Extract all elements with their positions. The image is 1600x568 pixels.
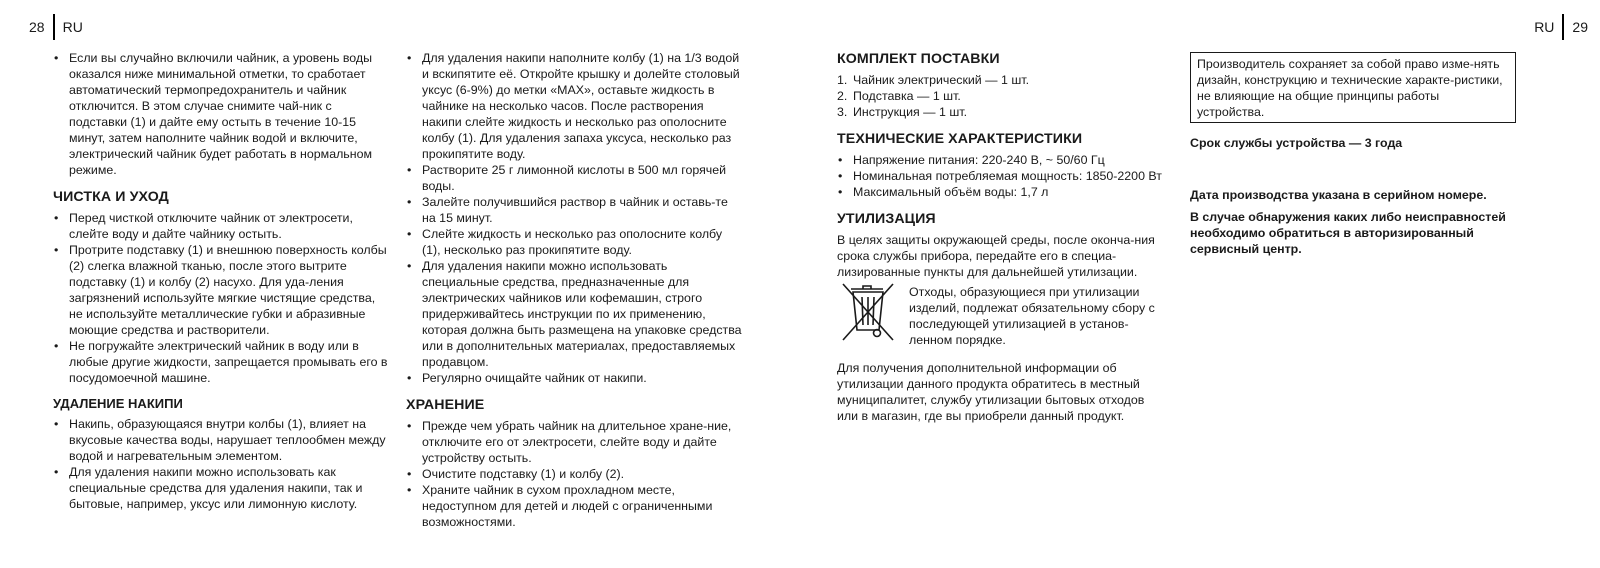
item-number: 3. — [837, 105, 848, 119]
item-number: 1. — [837, 73, 848, 87]
service-center-note: В случае обнаружения каких либо неисправностей необходимо обратиться в авторизированный сервисный центр. — [1190, 210, 1506, 256]
header-divider — [53, 14, 55, 40]
column-1 — [53, 50, 389, 512]
list-item: • Слейте жидкость и несколько раз ополосните колбу (1), несколько раз прокипятите воду. — [406, 226, 742, 258]
kit-list — [837, 72, 1167, 120]
list-item — [837, 104, 1167, 120]
column-4 — [1190, 50, 1540, 257]
storage-list — [406, 418, 742, 530]
list-item: • Накипь, образующаяся внутри колбы (1), влияет на вкусовые качества воды, нарушает теплообмен между водой и нагревательным элементом. — [53, 416, 389, 464]
list-item: • Очистите подставку (1) и колбу (2). — [406, 466, 742, 482]
cleaning-list — [53, 210, 389, 386]
list-item: • Храните чайник в сухом прохладном месте, недоступном для детей и людей с ограниченными возможностями. — [406, 482, 742, 530]
header-divider — [1562, 14, 1564, 40]
cleaning-heading: ЧИСТКА И УХОД — [53, 189, 169, 205]
storage-heading: ХРАНЕНИЕ — [406, 397, 485, 413]
crossed-out-wheelie-bin-icon — [837, 280, 899, 344]
list-item: • Растворите 25 г лимонной кислоты в 500 мл горячей воды. — [406, 162, 742, 194]
descaling-list — [53, 416, 389, 512]
left-page-number: 28 — [29, 18, 45, 35]
list-item: • Если вы случайно включили чайник, а уровень воды оказался ниже минимальной отметки, то сработает автоматический термопредохранитель и чайник отключится. В этом случае снимите чай-ник с подставки (1) и дайте ему остыть в течение 10-15 минут, затем наполните чайник водой и включите, электрический чайник будет работать в нормальном режиме. — [53, 50, 389, 178]
list-item — [837, 72, 1167, 88]
disposal-heading: УТИЛИЗАЦИЯ — [837, 211, 936, 227]
left-language-code: RU — [62, 18, 83, 35]
list-item: • Перед чисткой отключите чайник от электросети, слейте воду и дайте чайнику остыть. — [53, 210, 389, 242]
list-item: • Регулярно очищайте чайник от накипи. — [406, 370, 742, 386]
more-info-paragraph: Для получения дополнительной информации об утилизации данного продукта обратитесь в местный муниципалитет, службу утилизации бытовых отходов или в магазин, где вы приобрели данный продукт. — [837, 361, 1145, 423]
list-item: • Залейте получившийся раствор в чайник и оставь-те на 15 минут. — [406, 194, 742, 226]
list-item: • Номинальная потребляемая мощность: 1850-2200 Вт — [837, 168, 1167, 184]
intro-list — [53, 50, 389, 178]
left-page-header — [29, 15, 83, 41]
production-date-text: Дата производства указана в серийном номере. — [1190, 188, 1487, 202]
list-item: • Прежде чем убрать чайник на длительное хране-ние, отключите его от электросети, слейте воду и дайте устройству остыть. — [406, 418, 742, 466]
specs-list — [837, 152, 1167, 200]
specs-heading: ТЕХНИЧЕСКИЕ ХАРАКТЕРИСТИКИ — [837, 131, 1083, 147]
item-text: Подставка — 1 шт. — [853, 89, 961, 103]
list-item — [837, 88, 1167, 104]
right-page-header — [1534, 15, 1588, 41]
descaling-heading: УДАЛЕНИЕ НАКИПИ — [53, 396, 183, 411]
kit-heading: КОМПЛЕКТ ПОСТАВКИ — [837, 51, 1000, 67]
list-item: • Не погружайте электрический чайник в воду или в любые другие жидкости, запрещается промывать его в посудомоечной машине. — [53, 338, 389, 386]
recycle-text: Отходы, образующиеся при утилизации изделий, подлежат обязательному сбору с последующей утилизацией в установ-ленном порядке. — [909, 285, 1155, 347]
list-item: • Максимальный объём воды: 1,7 л — [837, 184, 1167, 200]
item-number: 2. — [837, 89, 848, 103]
list-item: • Протрите подставку (1) и внешнюю поверхность колбы (2) слегка влажной тканью, после этого вытрите подставку (1) и колбу (2) насухо. Для уда-ления загрязнений используйте мягкие чистящие средства, не используйте металлические губки и абразивные моющие средства и растворители. — [53, 242, 389, 338]
disposal-paragraph: В целях защиты окружающей среды, после оконча-ния срока службы прибора, передайте его в специа-лизированные пункты для дальнейшей утилизации. — [837, 233, 1155, 279]
item-text: Чайник электрический — 1 шт. — [853, 73, 1030, 87]
right-page-number: 29 — [1572, 18, 1588, 35]
descaling-steps-list — [406, 50, 742, 386]
list-item: • Для удаления накипи можно использовать специальные средства, предназначенные для электрических чайников или кофемашин, строго придерживайтесь инструкции по их применению, которая должна быть размещена на упаковке средства или в дополнительных материалах, предоставляемых продавцом. — [406, 258, 742, 370]
right-language-code: RU — [1534, 18, 1555, 35]
column-2 — [406, 50, 742, 530]
manufacturer-notice-box: Производитель сохраняет за собой право изме-нять дизайн, конструкцию и технические характе-ристики, не влияющие на общие принципы работы устройства. — [1190, 52, 1516, 123]
service-life-text: Срок службы устройства — 3 года — [1190, 136, 1403, 150]
list-item: • Для удаления накипи можно использовать как специальные средства для удаления накипи, так и бытовые, например, уксус или лимонную кислоту. — [53, 464, 389, 512]
item-text: Инструкция — 1 шт. — [853, 105, 968, 119]
list-item: • Напряжение питания: 220-240 В, ~ 50/60 Гц — [837, 152, 1167, 168]
column-3 — [837, 50, 1167, 424]
recycle-block — [837, 280, 1167, 348]
list-item: • Для удаления накипи наполните колбу (1) на 1/3 водой и вскипятите её. Откройте крышку и долейте столовый уксус (6-9%) до метки «MAX», оставьте жидкость в чайнике на несколько часов. После растворения накипи слейте жидкость и несколько раз ополосните колбу (1). Для удаления запаха уксуса, несколько раз прокипятите воду. — [406, 50, 742, 162]
